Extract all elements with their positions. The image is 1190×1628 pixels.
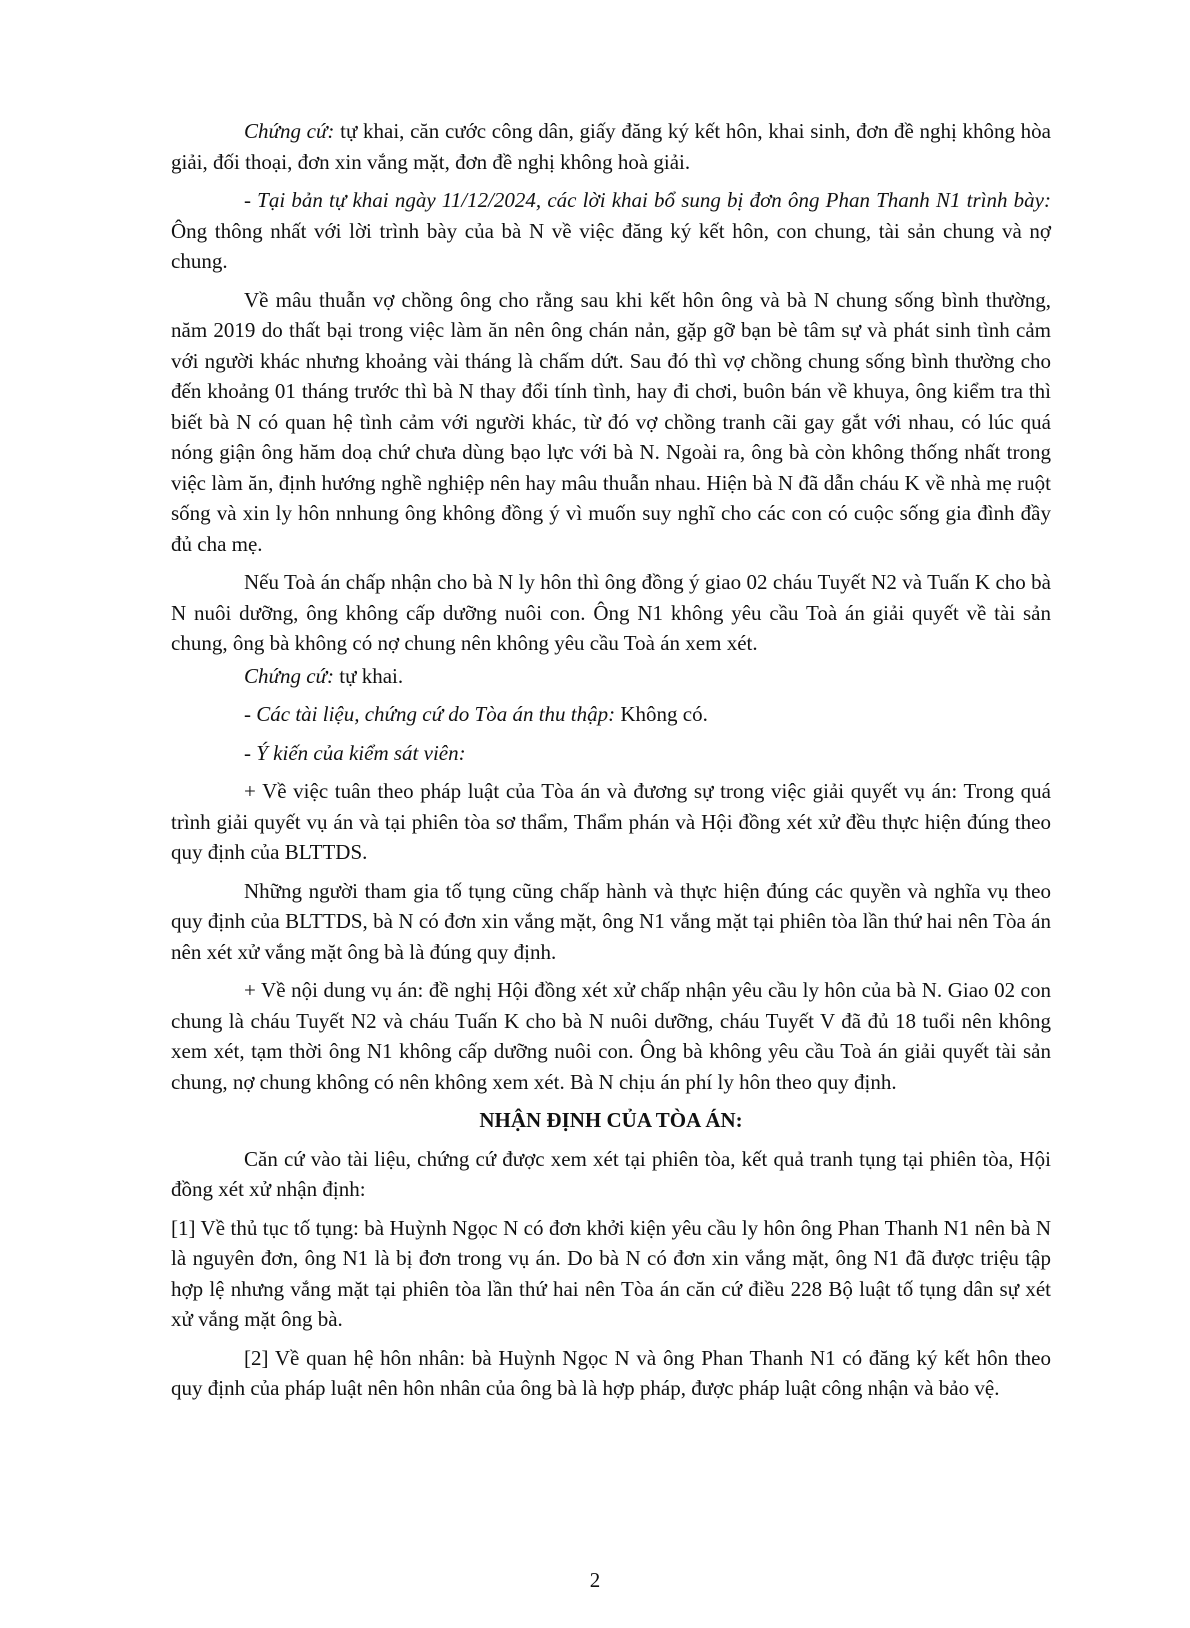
evidence-text: tự khai, căn cước công dân, giấy đăng ký kết hôn, khai sinh, đơn đề nghị không hòa giải, đối thoại, đơn xin vắng mặt, đơn đề nghị không hoà giải. xyxy=(171,119,1051,174)
court-documents-text: Không có. xyxy=(615,702,708,726)
custody-paragraph: Nếu Toà án chấp nhận cho bà N ly hôn thì ông đồng ý giao 02 cháu Tuyết N2 và Tuấn K cho bà N nuôi dưỡng, ông không cấp dưỡng nuôi con. Ông N1 không yêu cầu Toà án giải quyết về tài sản chung, ông bà không có nợ chung nên không yêu cầu Toà án xem xét. xyxy=(171,570,1051,655)
document-body xyxy=(171,116,1051,1412)
page-number: 2 xyxy=(589,1568,601,1592)
evidence-paragraph-1 xyxy=(171,116,1051,177)
prosecutor-opinion-heading xyxy=(171,738,1051,769)
prosecutor-opinion-label: - Ý kiến của kiểm sát viên: xyxy=(244,740,466,765)
defendant-statement-label: - Tại bản tự khai ngày 11/12/2024, các lời khai bổ sung bị đơn ông Phan Thanh N1 trình bày: xyxy=(244,188,1051,212)
evidence-text-2: tự khai. xyxy=(333,663,404,688)
marital-conflict-paragraph: Về mâu thuẫn vợ chồng ông cho rằng sau khi kết hôn ông và bà N chung sống bình thường, năm 2019 do thất bại trong việc làm ăn nên ông chán nản, gặp gỡ bạn bè tâm sự và phát sinh tình cảm với người khác nhưng khoảng vài tháng là chấm dứt. Sau đó thì vợ chồng chung sống bình thường cho đến khoảng 01 tháng trước thì bà N thay đổi tính tình, hay đi chơi, buôn bán về khuya, ông kiểm tra thì biết bà N có quan hệ tình cảm với người khác, từ đó vợ chồng tranh cãi gay gắt với nhau, có lúc quá nóng giận ông hăm doạ chứ chưa dùng bạo lực với bà N. Ngoài ra, ông bà còn không thống nhất trong việc làm ăn, định hướng nghề nghiệp nên hay mâu thuẫn nhau. Hiện bà N đã dẫn cháu K về nhà mẹ ruột sống và xin ly hôn nnhung ông không đồng ý vì muốn suy nghĩ cho các con có cuộc sống gia đình đầy đủ cha mẹ. xyxy=(171,287,1051,556)
section-heading: NHẬN ĐỊNH CỦA TÒA ÁN: xyxy=(479,1108,743,1132)
assessment-intro-paragraph: Căn cứ vào tài liệu, chứng cứ được xem xét tại phiên tòa, kết quả tranh tụng tại phiên tòa, Hội đồng xét xử nhận định: xyxy=(171,1146,1051,1201)
participants-compliance-paragraph: Những người tham gia tố tụng cũng chấp hành và thực hiện đúng các quyền và nghĩa vụ theo quy định của BLTTDS, bà N có đơn xin vắng mặt, ông N1 vắng mặt tại phiên tòa lần thứ hai nên Tòa án nên xét xử vắng mặt ông bà là đúng quy định. xyxy=(171,878,1051,964)
court-documents-paragraph xyxy=(171,699,1051,730)
evidence-label-2: Chứng cứ: xyxy=(244,663,334,688)
evidence-label: Chứng cứ: xyxy=(244,119,335,143)
court-documents-label: - Các tài liệu, chứng cứ do Tòa án thu thập: xyxy=(244,702,616,726)
case-content-paragraph: + Về nội dung vụ án: đề nghị Hội đồng xét xử chấp nhận yêu cầu ly hôn của bà N. Giao 02 con chung là cháu Tuyết N2 và cháu Tuấn K cho bà N nuôi dưỡng, cháu Tuyết V đã đủ 18 tuổi nên không xem xét, tạm thời ông N1 không cấp dưỡng nuôi con. Ông bà không yêu cầu Toà án giải quyết tài sản chung, nợ chung không có nên không xem xét. Bà N chịu án phí ly hôn theo quy định. xyxy=(171,978,1051,1094)
defendant-statement-text: Ông thông nhất với lời trình bày của bà N về việc đăng ký kết hôn, con chung, tài sản chung và nợ chung. xyxy=(171,218,1051,273)
procedure-compliance-paragraph: + Về việc tuân theo pháp luật của Tòa án và đương sự trong việc giải quyết vụ án: Trong quá trình giải quyết vụ án và tại phiên tòa sơ thẩm, Thẩm phán và Hội đồng xét xử đều thực hiện đúng theo quy định của BLTTDS. xyxy=(171,779,1051,864)
defendant-statement-paragraph xyxy=(171,185,1051,277)
evidence-paragraph-2 xyxy=(171,661,1051,692)
procedure-assessment-paragraph: [1] Về thủ tục tố tụng: bà Huỳnh Ngọc N có đơn khởi kiện yêu cầu ly hôn ông Phan Thanh N1 nên bà N là nguyên đơn, ông N1 là bị đơn trong vụ án. Do bà N có đơn xin vắng mặt, ông N1 đã được triệu tập hợp lệ nhưng vắng mặt tại phiên tòa lần thứ hai nên Tòa án căn cứ điều 228 Bộ luật tố tụng dân sự xét xử vắng mặt ông bà. xyxy=(171,1215,1051,1331)
marriage-relation-paragraph: [2] Về quan hệ hôn nhân: bà Huỳnh Ngọc N và ông Phan Thanh N1 có đăng ký kết hôn theo quy định của pháp luật nên hôn nhân của ông bà là hợp pháp, được pháp luật công nhận và bảo vệ. xyxy=(171,1345,1051,1400)
